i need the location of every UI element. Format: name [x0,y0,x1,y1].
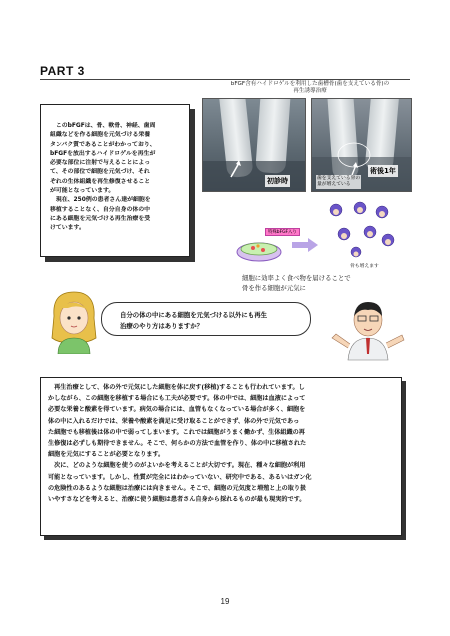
xray-after-note: 歯を支えている骨の 量が増えている [317,176,361,187]
cell-characters-illustration [322,200,400,262]
body-text: 再生治療として、体の外で元気にした細胞を体に戻す(移植)することも行われています。し かしながら、この細胞を移植する場合にも工夫が必要です。体の中では、細胞は血液によって 必要な栄養と酸素を得ています。病気の場合には、血管もなくなっている場合が多く、細胞を 体の中に入れるだけでは、栄養や酸素を満足に受け取ることができず、体の外で元気であっ た細胞でも移植後は体の中で弱ってしまいます。これでは細胞がうまく働かず、生体組織の再 生修復は必ずしも期待できません。そこで、何らかの方法で血管を作り、体の中に移植された 細胞を元気にすることが必要となります。 次に、どのような細胞を使うのがよいかを考えることが大切です。現在、種々な細胞が利用 可能となっています。しかし、性質が完全にはわかっていない、研究中である、あるいはガン化 の危険性のあるような細胞は治療には向きません。そこで、細胞の元気度と増殖と上の取り扱 いやすさなどを考えると、治療に使う細胞は患者さん自身から採れるものが最も現実的です。 [48,384,312,504]
intro-text: このbFGFは、骨、軟骨、神経、歯周 組織などを作る細胞を元気づける栄養 タンパク質であることがわかっており、 bFGFを放出するハイドロゲルを再生が 必要な部位に注射で与えることによっ て、その部位で細胞を元気づけ、それ ぞれの生体組織を再生修復させること が可能となっています。 現在、250例の患者さん達が細胞を 移植することなく、自分自身の体の中 にある細胞を元気づける再生治療を受 けています。 [50,123,156,232]
page-number: 19 [220,597,230,606]
xray-after-image [311,98,412,192]
girl-avatar [46,288,102,354]
right-arrow-icon [292,238,318,252]
xray-caption: bFGF含有ハイドロゲルを利用した歯槽骨(歯を支えている骨)の 再生誘導治療 [230,81,390,94]
xray-before-label: 初診時 [267,177,288,185]
xray-before-image [202,98,306,192]
question-text: 自分の体の中にある細胞を元気づける以外にも再生 治療のやり方はありますか？ [120,311,267,330]
cell-caption: 細胞に効率よく食べ物を届けることで 骨を作る細胞が元気に [242,274,351,292]
section-heading: PART 3 [40,64,410,80]
xray-after-label: 術後1年 [370,167,396,175]
cell-sub-label: 骨も増えます [350,264,379,269]
dish-badge: 特殊bFGF入り [265,228,300,236]
doctor-avatar [328,298,408,368]
